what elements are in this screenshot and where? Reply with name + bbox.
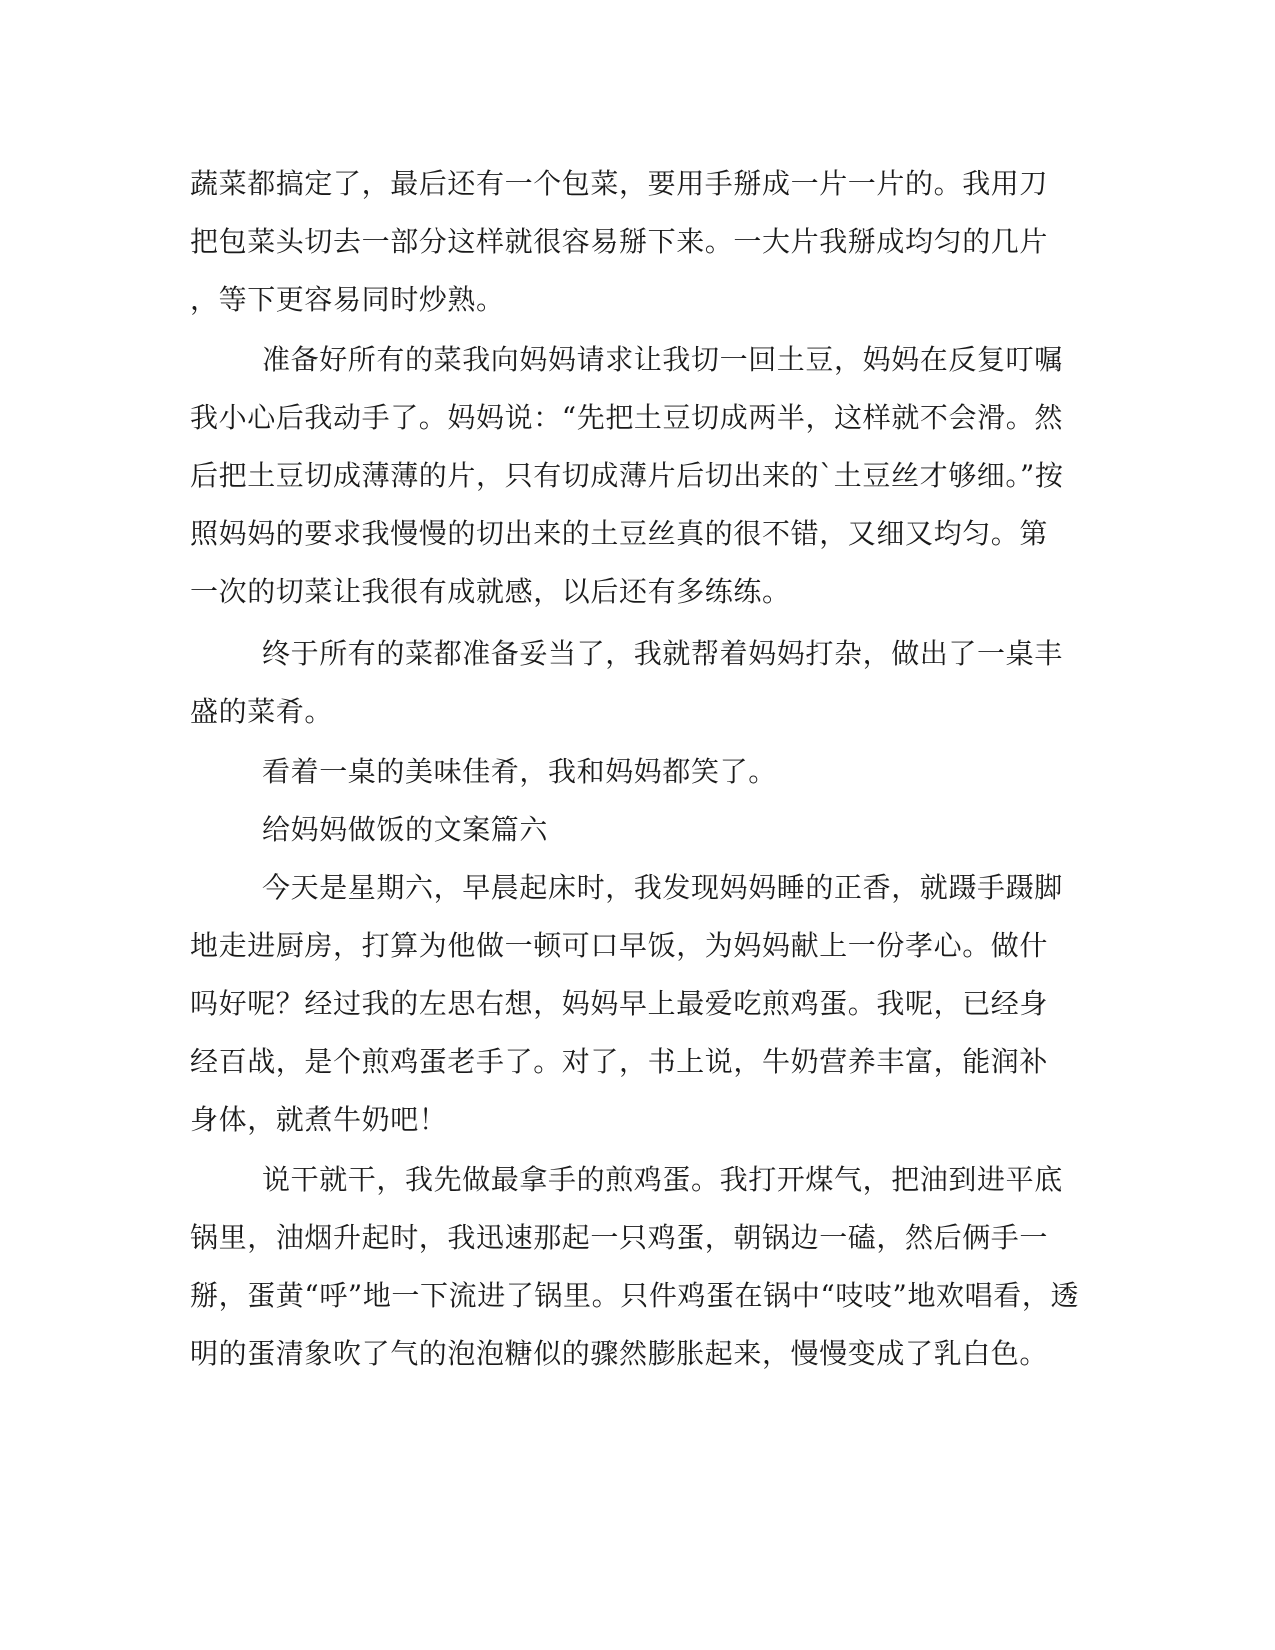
text-line: 明的蛋清象吹了气的泡泡糖似的骤然膨胀起来，慢慢变成了乳白色。 [190, 1337, 1049, 1370]
text-line: 今天是星期六，早晨起床时，我发现妈妈睡的正香，就蹑手蹑脚 [262, 871, 1063, 904]
text-line: 经百战，是个煎鸡蛋老手了。对了，书上说，牛奶营养丰富，能润补 [190, 1045, 1049, 1078]
text-line: 地走进厨房，打算为他做一顿可口早饭，为妈妈献上一份孝心。做什 [190, 929, 1049, 962]
text-line: 准备好所有的菜我向妈妈请求让我切一回土豆，妈妈在反复叮嘱 [262, 343, 1063, 376]
text-line: 身体，就煮牛奶吧！ [190, 1103, 448, 1136]
text-line: 后把土豆切成薄薄的片，只有切成薄片后切出来的`土豆丝才够细。”按 [190, 459, 1064, 492]
text-line: 一次的切菜让我很有成就感，以后还有多练练。 [190, 575, 791, 608]
text-line: 盛的菜肴。 [190, 695, 334, 728]
text-line: ，等下更容易同时炒熟。 [190, 283, 505, 316]
text-line: 看着一桌的美味佳肴，我和妈妈都笑了。 [262, 755, 777, 788]
text-line: 我小心后我动手了。妈妈说：“先把土豆切成两半，这样就不会滑。然 [190, 401, 1063, 434]
text-line: 蔬菜都搞定了，最后还有一个包菜，要用手掰成一片一片的。我用刀 [190, 167, 1049, 200]
text-line: 说干就干，我先做最拿手的煎鸡蛋。我打开煤气，把油到进平底 [262, 1163, 1063, 1196]
text-line: 锅里，油烟升起时，我迅速那起一只鸡蛋，朝锅边一磕，然后俩手一 [190, 1221, 1049, 1254]
text-line: 把包菜头切去一部分这样就很容易掰下来。一大片我掰成均匀的几片 [190, 225, 1049, 258]
section-heading: 给妈妈做饭的文案篇六 [262, 813, 549, 846]
text-line: 终于所有的菜都准备妥当了，我就帮着妈妈打杂，做出了一桌丰 [262, 637, 1063, 670]
text-line: 掰，蛋黄“呼”地一下流进了锅里。只件鸡蛋在锅中“吱吱”地欢唱看，透 [190, 1279, 1080, 1312]
text-line: 吗好呢？经过我的左思右想，妈妈早上最爱吃煎鸡蛋。我呢，已经身 [190, 987, 1049, 1020]
text-line: 照妈妈的要求我慢慢的切出来的土豆丝真的很不错，又细又均匀。第 [190, 517, 1049, 550]
